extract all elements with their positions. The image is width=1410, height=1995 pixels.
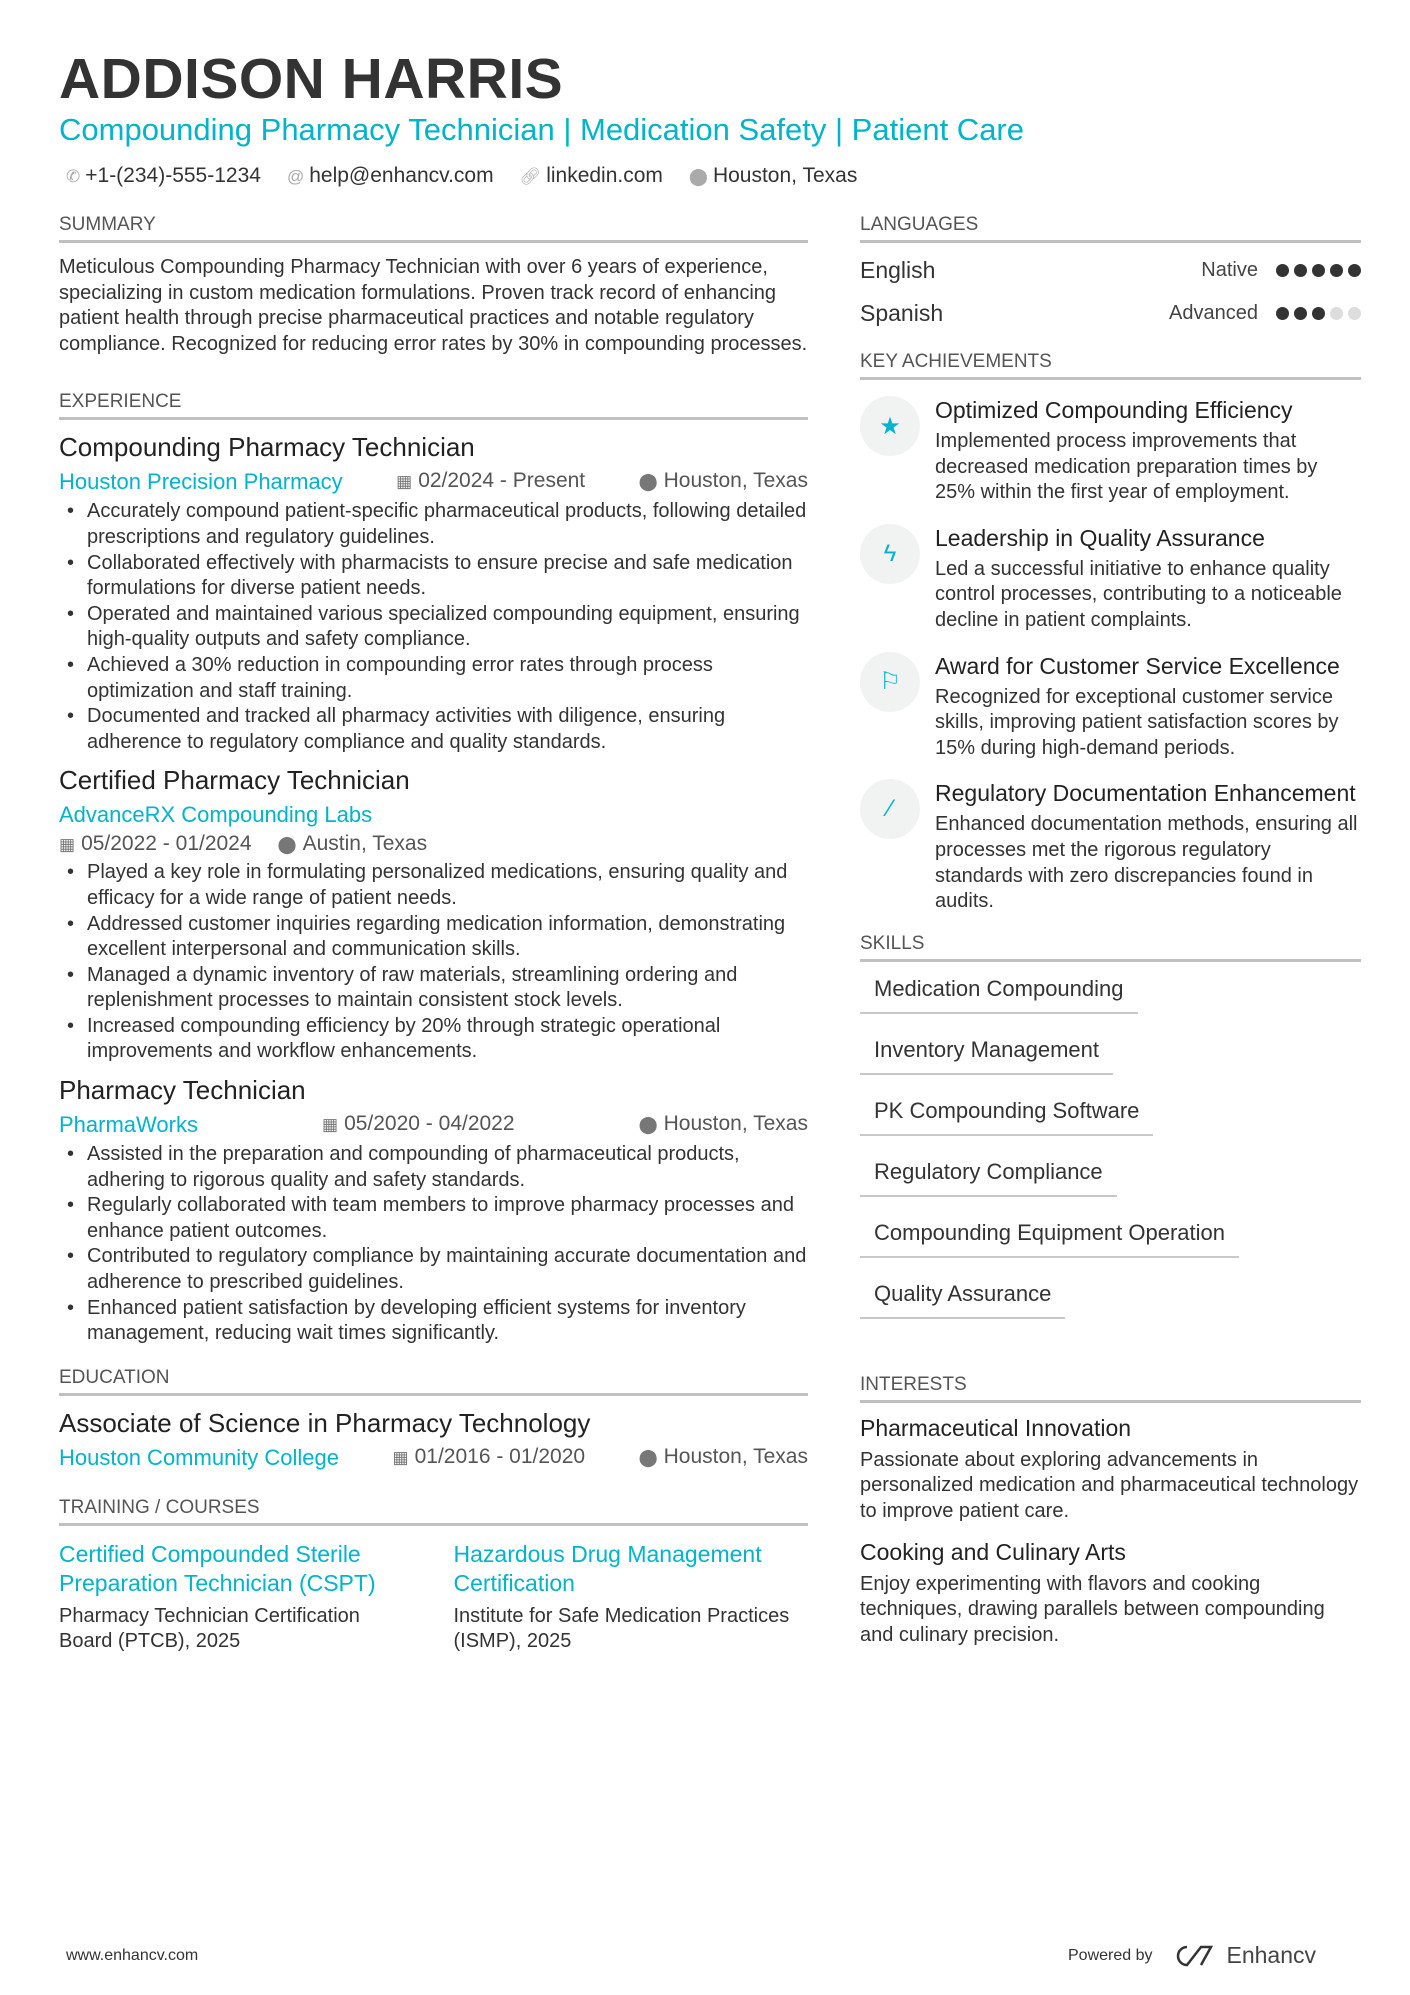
training-list: [59, 1540, 808, 1655]
job-dates: 02/2024 - Present: [418, 469, 586, 493]
right-column: [860, 214, 1361, 1662]
skill-row: [860, 1212, 1361, 1273]
bullet-item: • Played a key role in formulating personalized medications, ensuring quality and efficacy for a wide range of patient needs.: [59, 860, 808, 911]
job-dates: 05/2020 - 04/2022: [344, 1112, 515, 1136]
rating-dot: [1276, 264, 1289, 277]
skill-row: [860, 968, 1361, 1029]
left-column: [59, 214, 808, 1655]
bullet-item: • Assisted in the preparation and compounding of pharmaceutical products, adhering to rigorous quality and safety standards.: [59, 1142, 808, 1193]
achievement-item: [860, 652, 1361, 762]
experience-list: [59, 432, 808, 1346]
job-location: Houston, Texas: [663, 1112, 808, 1136]
enhancv-logo-icon: [1171, 1943, 1217, 1969]
candidate-name: ADDISON HARRIS: [59, 47, 564, 111]
job-location: Austin, Texas: [302, 832, 428, 856]
rating-dot: [1276, 307, 1289, 320]
rating-dot: [1348, 264, 1361, 277]
bullet-item: • Documented and tracked all pharmacy activities with diligence, ensuring adherence to regulatory compliance and quality standards.: [59, 704, 808, 755]
achievement-title: Regulatory Documentation Enhancement: [935, 780, 1356, 807]
rating-dot: [1330, 307, 1343, 320]
section-heading-education: EDUCATION: [59, 1367, 808, 1396]
language-item: [860, 249, 1361, 292]
skill-tag: Medication Compounding: [860, 968, 1138, 1014]
rating-dot: [1312, 264, 1325, 277]
job-bullets: [59, 860, 808, 1065]
skill-tag: Quality Assurance: [860, 1273, 1065, 1319]
interest-desc: Enjoy experimenting with flavors and cooking techniques, drawing parallels between compounding and culinary precision.: [860, 1572, 1325, 1646]
achievement-desc: Implemented process improvements that decreased medication preparation times by 25% within the first year of employment.: [935, 430, 1318, 504]
language-name: English: [860, 257, 936, 283]
education-location: Houston, Texas: [663, 1444, 808, 1468]
achievement-item: [860, 779, 1361, 914]
bullet-item: • Addressed customer inquiries regarding medication information, demonstrating excellent interpersonal and communication skills.: [59, 912, 808, 963]
powered-by-label: Powered by: [1068, 1946, 1153, 1964]
job-location-wrap: [278, 832, 428, 856]
rating-dot: [1348, 307, 1361, 320]
section-heading-experience: EXPERIENCE: [59, 391, 808, 420]
job-meta: [59, 469, 808, 495]
languages-list: [860, 249, 1361, 335]
magic-wand-icon: ⁄: [860, 779, 920, 839]
education-dates: 01/2016 - 01/2020: [414, 1444, 586, 1468]
course-item: [454, 1540, 809, 1655]
language-item: [860, 292, 1361, 335]
job-location-wrap: [639, 469, 808, 495]
contact-link[interactable]: 🔗︎ linkedin.com: [519, 164, 663, 187]
job-company: PharmaWorks: [59, 1112, 198, 1138]
course-desc: Institute for Safe Medication Practices (ISMP), 2025: [453, 1604, 790, 1653]
summary-text: Meticulous Compounding Pharmacy Technician with over 6 years of experience, specializing in custom medication formulations. Proven track record of enhancing patient health through precise pharmaceutical practices and notable regulatory compliance. Recognized for reducing error rates by 30% in compounding processes.: [59, 256, 808, 355]
achievement-title: Optimized Compounding Efficiency: [935, 397, 1293, 423]
job-entry: [59, 1075, 808, 1347]
footer-powered: [1068, 1942, 1316, 1969]
job-meta: [59, 802, 808, 828]
achievements-list: [860, 396, 1361, 915]
interest-item: [860, 1539, 1361, 1649]
job-entry: [59, 432, 808, 755]
language-rating: [1276, 307, 1361, 320]
job-meta: [59, 1112, 808, 1138]
bullet-item: • Managed a dynamic inventory of raw materials, streamlining ordering and replenishment processes to maintain consistent stock levels.: [59, 963, 808, 1014]
section-heading-interests: INTERESTS: [860, 1374, 1361, 1403]
calendar-icon: ▦: [322, 1115, 339, 1135]
language-level: Native: [1201, 259, 1258, 281]
rating-dot: [1294, 264, 1307, 277]
link-icon: 🔗︎: [519, 167, 542, 186]
job-title: Compounding Pharmacy Technician: [59, 432, 475, 463]
star-icon: ★: [860, 396, 920, 456]
rating-dot: [1330, 264, 1343, 277]
skill-row: [860, 1029, 1361, 1090]
achievement-body: [935, 779, 1361, 914]
interest-title: Cooking and Culinary Arts: [860, 1538, 1126, 1565]
rating-dot: [1294, 307, 1307, 320]
job-dates-wrap: [396, 469, 585, 495]
course-desc: Pharmacy Technician Certification Board (PTCB), 2025: [59, 1604, 360, 1653]
skill-tag: Regulatory Compliance: [860, 1151, 1117, 1197]
location-pin-icon: ⬤: [638, 1447, 658, 1467]
language-level: Advanced: [1169, 302, 1258, 324]
calendar-icon: ▦: [392, 1447, 409, 1467]
job-company: AdvanceRX Compounding Labs: [59, 802, 373, 828]
job-title: Certified Pharmacy Technician: [59, 765, 410, 796]
bolt-icon: ϟ: [860, 524, 920, 584]
bullet-item: • Regularly collaborated with team members to improve pharmacy processes and enhance patient outcomes.: [59, 1193, 808, 1244]
bullet-item: • Increased compounding efficiency by 20% through strategic operational improvements and workflow enhancements.: [59, 1014, 808, 1065]
interest-title: Pharmaceutical Innovation: [860, 1414, 1132, 1441]
education-school: Houston Community College: [59, 1444, 340, 1470]
job-dates: 05/2022 - 01/2024: [81, 832, 252, 856]
skills-list: [860, 968, 1361, 1334]
job-bullets: [59, 499, 808, 755]
location-pin-icon: ⬤: [638, 1115, 658, 1135]
location-pin-icon: ⬤: [638, 472, 658, 492]
course-title: Hazardous Drug Management Certification: [453, 1540, 762, 1596]
course-item: [59, 1540, 414, 1655]
skill-row: [860, 1090, 1361, 1151]
bullet-item: • Achieved a 30% reduction in compounding error rates through process optimization and staff training.: [59, 653, 808, 704]
job-company: Houston Precision Pharmacy: [59, 469, 343, 495]
achievement-item: [860, 396, 1361, 506]
job-dates-wrap: [322, 1112, 515, 1138]
interests-list: [860, 1415, 1361, 1649]
interest-item: [860, 1415, 1361, 1525]
achievement-desc: Led a successful initiative to enhance quality control processes, contributing to a noticeable decline in patient complaints.: [935, 557, 1342, 631]
achievement-desc: Enhanced documentation methods, ensuring all processes met the rigorous regulatory standards with zero discrepancies found in audits.: [935, 813, 1358, 913]
section-heading-languages: LANGUAGES: [860, 214, 1361, 243]
location-pin-icon: ⬤: [277, 835, 297, 855]
section-heading-achievements: KEY ACHIEVEMENTS: [860, 351, 1361, 380]
section-heading-summary: SUMMARY: [59, 214, 808, 243]
achievement-body: [935, 524, 1361, 634]
bullet-item: • Collaborated effectively with pharmacists to ensure precise and safe medication formulations for diverse patient needs.: [59, 551, 808, 602]
candidate-title: Compounding Pharmacy Technician | Medication Safety | Patient Care: [59, 112, 1024, 147]
job-entry: [59, 765, 808, 1065]
at-icon: @: [286, 167, 305, 186]
education-degree: Associate of Science in Pharmacy Technology: [59, 1407, 591, 1438]
achievement-title: Award for Customer Service Excellence: [935, 652, 1340, 679]
achievement-title: Leadership in Quality Assurance: [935, 524, 1265, 551]
achievement-body: [935, 652, 1361, 762]
job-title: Pharmacy Technician: [59, 1075, 306, 1106]
achievement-desc: Recognized for exceptional customer service skills, improving patient satisfaction scores by 15% during high-demand periods.: [935, 685, 1339, 759]
calendar-icon: ▦: [396, 472, 413, 492]
flag-icon: ⚐: [860, 652, 920, 712]
job-location-wrap: [639, 1112, 808, 1138]
education-meta: [59, 1445, 808, 1471]
job-dates-wrap: [59, 832, 252, 856]
job-meta-2: [59, 832, 808, 856]
contact-phone: ✆ +1-(234)-555-1234: [66, 164, 261, 187]
rating-dot: [1312, 307, 1325, 320]
skill-tag: Compounding Equipment Operation: [860, 1212, 1239, 1258]
skill-tag: Inventory Management: [860, 1029, 1113, 1075]
bullet-item: • Accurately compound patient-specific pharmaceutical products, following detailed prescriptions and regulatory guidelines.: [59, 499, 808, 550]
section-heading-training: TRAINING / COURSES: [59, 1497, 808, 1526]
contact-email[interactable]: @ help@enhancv.com: [286, 164, 494, 187]
interest-desc: Passionate about exploring advancements in personalized medication and pharmaceutical technology to improve patient care.: [860, 1448, 1359, 1522]
bullet-item: • Contributed to regulatory compliance by maintaining accurate documentation and adherence to prescribed guidelines.: [59, 1244, 808, 1295]
job-bullets: [59, 1142, 808, 1347]
language-name: Spanish: [860, 300, 944, 326]
course-title: Certified Compounded Sterile Preparation Technician (CSPT): [59, 1540, 376, 1596]
calendar-icon: ▦: [59, 835, 76, 855]
section-heading-skills: SKILLS: [860, 933, 1361, 962]
phone-icon: ✆: [66, 167, 81, 186]
footer-website[interactable]: www.enhancv.com: [66, 1947, 199, 1964]
bullet-item: • Operated and maintained various specialized compounding equipment, ensuring high-quality outputs and safety compliance.: [59, 602, 808, 653]
job-location: Houston, Texas: [663, 469, 808, 493]
location-pin-icon: ⬤: [688, 167, 708, 186]
bullet-item: • Enhanced patient satisfaction by developing efficient systems for inventory management, reducing wait times significantly.: [59, 1296, 808, 1347]
skill-row: [860, 1273, 1361, 1334]
skill-tag: PK Compounding Software: [860, 1090, 1153, 1136]
achievement-item: [860, 524, 1361, 634]
skill-row: [860, 1151, 1361, 1212]
contact-location: ⬤ Houston, Texas: [688, 164, 858, 187]
achievement-body: [935, 396, 1361, 506]
language-rating: [1276, 264, 1361, 277]
contact-bar: [66, 164, 857, 188]
enhancv-logo: Enhancv: [1171, 1942, 1317, 1969]
